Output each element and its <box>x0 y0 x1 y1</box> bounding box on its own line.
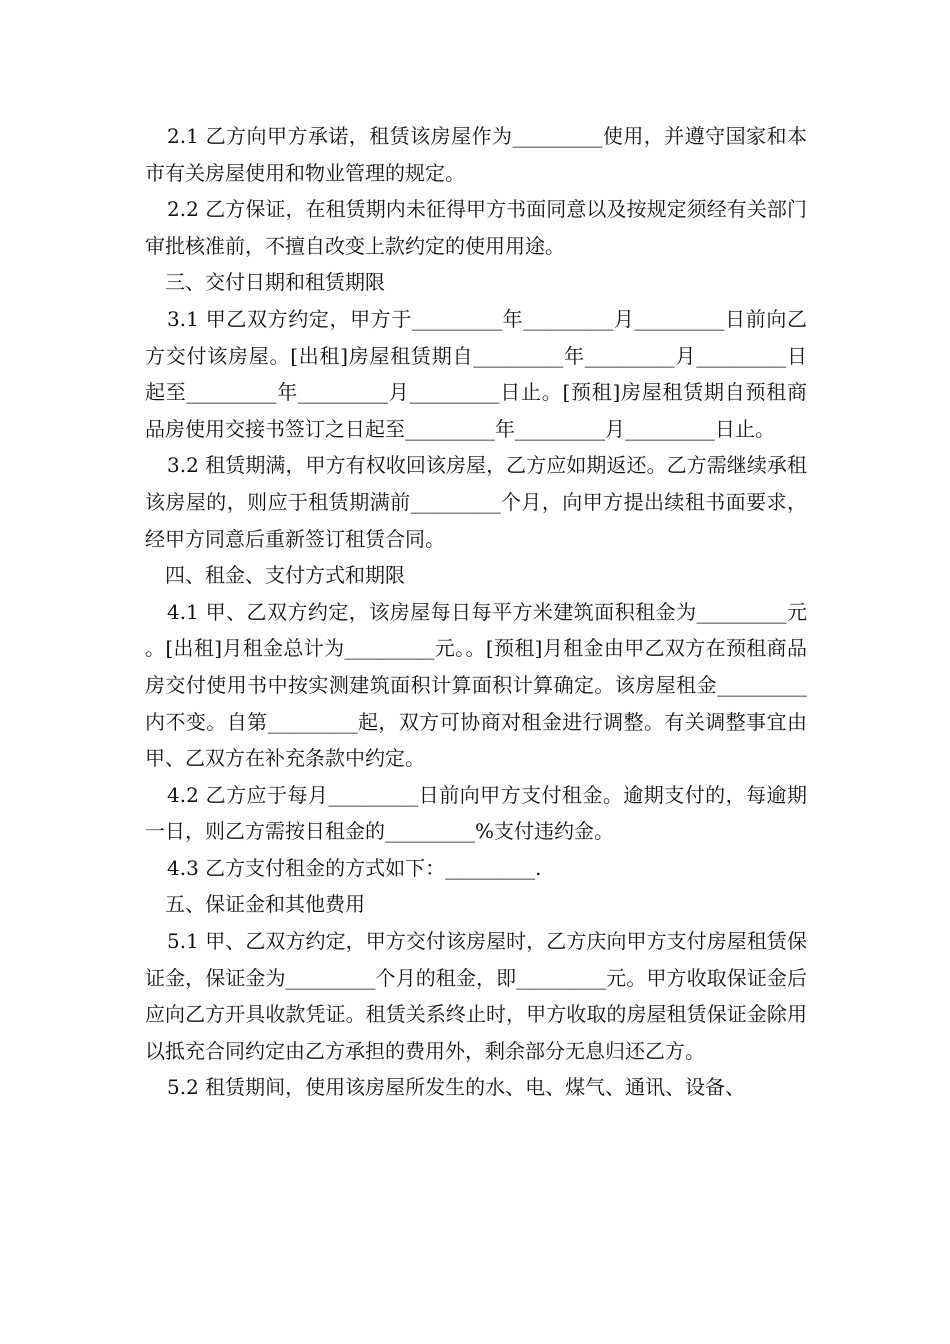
clause-3-1: 3.1 甲乙双方约定，甲方于_________年_________月_________日前向乙方交付该房屋。[出租]房屋租赁期自_________年_________月_________日起至_________年_________月_________日止。[预租]房屋租赁期自预租商品房使用交接书签订之日起至_________年_________月_________日止。 <box>145 306 807 441</box>
clause-2-1: 2.1 乙方向甲方承诺，租赁该房屋作为_________使用，并遵守国家和本市有关房屋使用和物业管理的规定。 <box>145 124 807 185</box>
clause-2-2: 2.2 乙方保证，在租赁期内未征得甲方书面同意以及按规定须经有关部门审批核准前，不擅自改变上款约定的使用用途。 <box>145 197 807 258</box>
clause-3-2: 3.2 租赁期满，甲方有权收回该房屋，乙方应如期返还。乙方需继续承租该房屋的，则应于租赁期满前_________个月，向甲方提出续租书面要求，经甲方同意后重新签订租赁合同。 <box>145 453 807 551</box>
section-heading-5: 五、保证金和其他费用 <box>165 892 365 917</box>
clause-4-3: 4.3 乙方支付租金的方式如下：_________. <box>167 855 542 880</box>
section-heading-3: 三、交付日期和租赁期限 <box>165 270 385 295</box>
section-heading-4: 四、租金、支付方式和期限 <box>165 563 405 588</box>
clause-4-2: 4.2 乙方应于每月_________日前向甲方支付租金。逾期支付的，每逾期一日，则乙方需按日租金的_________%支付违约金。 <box>145 782 807 844</box>
document-page <box>145 118 807 1106</box>
clause-5-2: 5.2 租赁期间，使用该房屋所发生的水、电、煤气、通讯、设备、 <box>167 1075 746 1100</box>
clause-5-1: 5.1 甲、乙双方约定，甲方交付该房屋时，乙方庆向甲方支付房屋租赁保证金，保证金为_________个月的租金，即_________元。甲方收取保证金后应向乙方开具收款凭证。租赁关系终止时，甲方收取的房屋租赁保证金除用以抵充合同约定由乙方承担的费用外，剩余部分无息归还乙方。 <box>145 929 807 1063</box>
clause-4-1: 4.1 甲、乙双方约定，该房屋每日每平方米建筑面积租金为_________元。[出租]月租金总计为_________元。。[预租]月租金由甲乙双方在预租商品房交付使用书中按实测建筑面积计算面积计算确定。该房屋租金_________内不变。自第_________起，双方可协商对租金进行调整。有关调整事宜由甲、乙双方在补充条款中约定。 <box>145 599 807 771</box>
